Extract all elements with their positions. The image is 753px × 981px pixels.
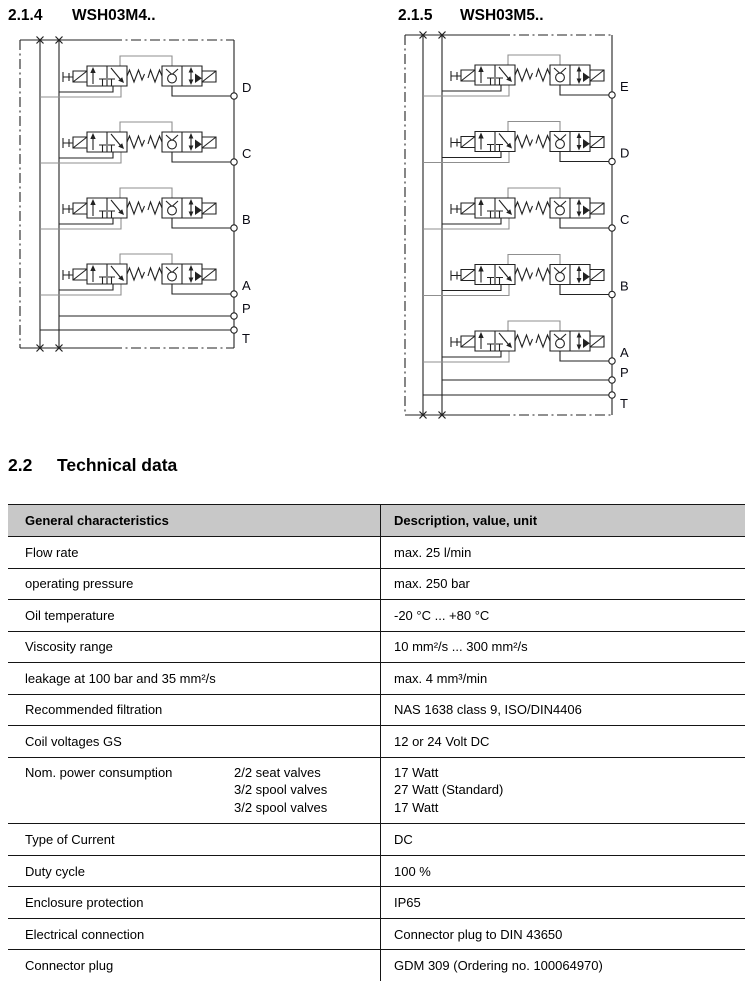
row-values <box>394 764 503 817</box>
section-number: 2.2 <box>8 455 33 475</box>
bridge-line <box>508 188 560 198</box>
row-value-cell: -20 °C ... +80 °C <box>380 600 745 631</box>
table-row <box>8 823 745 855</box>
row-value-cell: max. 4 mm³/min <box>380 663 745 694</box>
header-cell-characteristics: General characteristics <box>25 513 169 528</box>
table-row <box>8 662 745 694</box>
table-row <box>8 725 745 757</box>
row-label-cell: Electrical connection <box>25 926 145 942</box>
port-label: A <box>620 345 629 360</box>
port-label: D <box>242 80 252 95</box>
check-ball <box>556 339 565 348</box>
row-value-cell: NAS 1638 class 9, ISO/DIN4406 <box>380 695 745 726</box>
pressure-hookup-line <box>59 284 231 294</box>
pressure-hookup-line <box>442 285 609 295</box>
port-circle <box>231 159 237 165</box>
table-row <box>8 918 745 950</box>
port-label: A <box>242 278 251 293</box>
row-label-cell: Type of Current <box>25 832 115 848</box>
port-circle <box>231 327 237 333</box>
row-label-cell: Coil voltages GS <box>25 733 122 749</box>
port-circle <box>609 358 615 364</box>
row-value-cell: DC <box>380 824 745 855</box>
check-ball <box>556 73 565 82</box>
valve-body <box>461 198 604 218</box>
valve-body <box>461 65 604 85</box>
bridge-line <box>120 56 172 66</box>
port-label: B <box>242 212 251 227</box>
bus-lines <box>40 40 59 348</box>
port-circle <box>231 313 237 319</box>
port-circle <box>231 93 237 99</box>
valve-body <box>73 66 216 86</box>
port-label: E <box>620 79 629 94</box>
port-label: C <box>242 146 252 161</box>
pressure-hookup-line <box>59 86 231 96</box>
table-header-row <box>8 504 745 536</box>
valve-body <box>461 331 604 351</box>
supply-lines <box>423 380 609 395</box>
bridge-line <box>120 122 172 132</box>
technical-data-table <box>8 504 745 981</box>
port-circle <box>609 225 615 231</box>
row-label-cell: Oil temperature <box>25 607 115 623</box>
valve-body <box>73 198 216 218</box>
check-ball <box>556 273 565 282</box>
pressure-hookup-line <box>442 85 609 95</box>
row-label-cell: Connector plug <box>25 958 114 974</box>
bridge-line <box>508 321 560 331</box>
port-label: T <box>620 396 628 411</box>
bridge-line <box>120 188 172 198</box>
table-row <box>8 631 745 663</box>
port-label: P <box>620 365 629 380</box>
check-ball <box>168 272 177 281</box>
row-value-cell: max. 25 l/min <box>380 537 745 568</box>
valve-body <box>73 132 216 152</box>
port-label: C <box>620 212 630 227</box>
row-value: 17 Watt <box>394 764 439 780</box>
check-ball <box>168 206 177 215</box>
row-value-cell: 10 mm²/s ... 300 mm²/s <box>380 632 745 663</box>
port-label: P <box>242 301 251 316</box>
row-value: 17 Watt <box>394 799 439 815</box>
section-heading-22 <box>8 455 177 476</box>
section-title: Technical data <box>57 455 178 475</box>
valve-body <box>461 132 604 152</box>
bridge-line <box>120 254 172 264</box>
table-row <box>8 949 745 981</box>
table-row <box>8 855 745 887</box>
supply-lines <box>40 316 231 330</box>
row-value-cell: GDM 309 (Ordering no. 100064970) <box>380 950 745 981</box>
header-cell-description: Description, value, unit <box>380 505 745 536</box>
hydraulic-schematic-wsh03m4 <box>0 0 260 365</box>
section-title: WSH03M5.. <box>460 7 544 24</box>
row-label: Nom. power consumption <box>25 764 173 780</box>
pressure-hookup-line <box>442 351 609 361</box>
row-label-cell: Flow rate <box>25 544 79 560</box>
rail-dashdot <box>500 35 612 415</box>
row-value-cell: IP65 <box>380 887 745 918</box>
row-value: 27 Watt (Standard) <box>394 782 504 798</box>
hydraulic-schematic-wsh03m5 <box>385 0 680 432</box>
port-circle <box>609 92 615 98</box>
row-label-cell: Viscosity range <box>25 639 113 655</box>
port-label: T <box>242 331 250 346</box>
rail-solid <box>405 35 500 415</box>
row-label-cell: Recommended filtration <box>25 702 163 718</box>
row-value-cell: 12 or 24 Volt DC <box>380 726 745 757</box>
row-sublabel: 2/2 seat valves <box>234 764 321 780</box>
row-label-cell: Enclosure protection <box>25 895 144 911</box>
row-label-cell: leakage at 100 bar and 35 mm²/s <box>25 670 216 686</box>
bridge-line <box>508 55 560 65</box>
port-circle <box>609 377 615 383</box>
table-row <box>8 694 745 726</box>
row-value-cell: max. 250 bar <box>380 569 745 600</box>
valve-body <box>461 265 604 285</box>
row-label-cell: operating pressure <box>25 576 134 592</box>
port-label: B <box>620 278 629 294</box>
table-row <box>8 599 745 631</box>
port-circle <box>609 291 615 297</box>
section-title: WSH03M4.. <box>72 7 156 24</box>
row-label-cell: Duty cycle <box>25 863 85 879</box>
table-row <box>8 886 745 918</box>
row-label-cell <box>8 758 380 824</box>
check-ball <box>556 206 565 215</box>
table-row <box>8 536 745 568</box>
check-ball <box>168 140 177 149</box>
row-value-cell: Connector plug to DIN 43650 <box>380 919 745 950</box>
table-row <box>8 757 745 824</box>
bridge-line <box>508 122 560 132</box>
row-value-cell: 100 % <box>380 856 745 887</box>
pressure-hookup-line <box>442 152 609 162</box>
port-circle <box>231 225 237 231</box>
pressure-hookup-line <box>59 152 231 162</box>
port-circle <box>609 158 615 164</box>
check-ball <box>168 74 177 83</box>
port-circle <box>609 392 615 398</box>
pressure-hookup-line <box>59 218 231 228</box>
table-row <box>8 568 745 600</box>
port-label: D <box>620 145 630 161</box>
port-circle <box>231 291 237 297</box>
row-sublabel: 3/2 spool valves <box>234 799 328 815</box>
section-number: 2.1.4 <box>8 7 43 24</box>
check-ball <box>556 140 565 149</box>
bridge-line <box>508 255 560 265</box>
section-number: 2.1.5 <box>398 7 433 24</box>
pressure-hookup-line <box>442 218 609 228</box>
valve-body <box>73 264 216 284</box>
row-sublabels <box>234 764 327 817</box>
bus-lines <box>423 35 442 415</box>
row-sublabel: 3/2 spool valves <box>234 782 328 798</box>
row-value-cell <box>380 758 745 824</box>
